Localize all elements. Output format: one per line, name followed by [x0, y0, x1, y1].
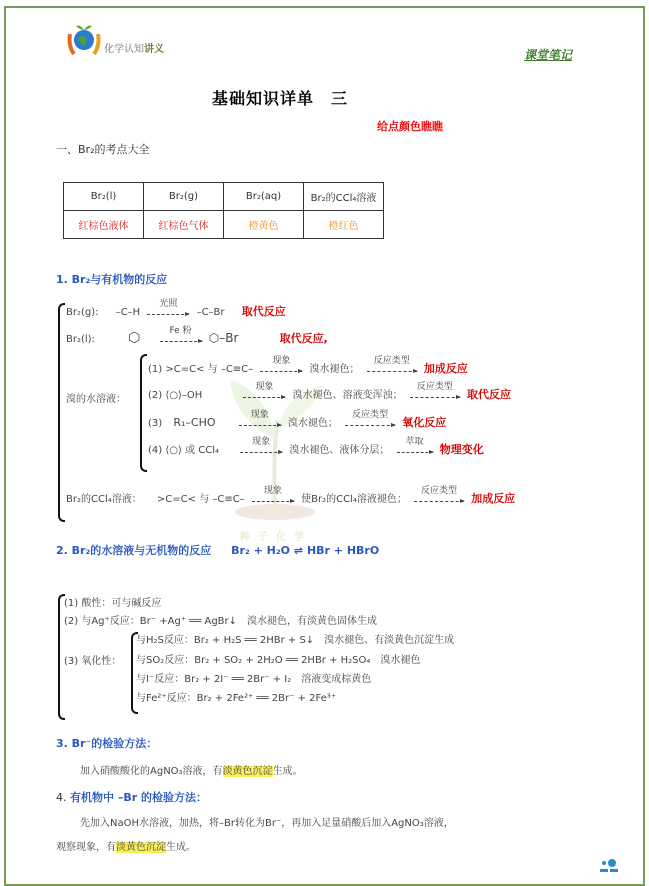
arrow: 光照 [147, 307, 189, 317]
aq-row: (2) ⟨○⟩–OH 现象 溴水褪色、溶液变浑浊； 反应类型 取代反应 [148, 382, 512, 401]
list-item: 与SO₂反应：Br₂ + SO₂ + 2H₂O ══ 2HBr + H₂SO₄ 溴水褪色 [136, 655, 421, 666]
reaction-type: 取代反应 [467, 388, 512, 401]
list-item: 与I⁻反应：Br₂ + 2I⁻ ══ 2Br⁻ + I₂ 溶液变成棕黄色 [136, 674, 372, 685]
organic-reactions-heading: 1. Br₂与有机物的反应 [56, 273, 168, 286]
table-cell: 红棕色气体 [144, 211, 224, 239]
table-header-cell: Br₂(g) [144, 183, 224, 211]
globe-logo-icon [66, 22, 102, 56]
section-1-heading: 一、Br₂的考点大全 [56, 143, 150, 156]
page-title: 基础知识详单 三 [212, 89, 349, 108]
product: –C–Br [196, 307, 225, 318]
oxidation-label: (3) 氧化性： [64, 656, 122, 667]
table-cell: 橙红色 [304, 211, 384, 239]
ccl4-row: Br₂的CCl₄溶液： >C=C< 与 –C≡C– 现象 使Br₂的CCl₄溶液褪色； 反应类型 加成反应 [66, 486, 516, 505]
reaction-type: 取代反应 [241, 305, 286, 318]
reagent-label: Br₂(g): [66, 307, 99, 318]
inner-brace [140, 354, 147, 472]
gas-reaction-row [66, 299, 286, 319]
list-item: 与H₂S反应：Br₂ + H₂S ══ 2HBr + S↓ 溴水褪色、有淡黄色沉淀生成 [136, 635, 455, 646]
highlight: 淡黄色沉淀 [116, 842, 166, 853]
table-header-row [64, 183, 384, 211]
reaction-type: 加成反应 [423, 362, 468, 375]
test-br-heading: 3. Br⁻的检验方法： [56, 737, 158, 750]
outer-brace [58, 303, 65, 522]
liquid-reaction-row [66, 326, 328, 346]
table-row [64, 211, 384, 239]
bromobenzene: ⬡–Br [208, 331, 239, 345]
inorganic-reactions-heading: 2. Br₂的水溶液与无机物的反应 Br₂ + H₂O ⇌ HBr + HBrO [56, 544, 380, 557]
list-item: (2) 与Ag⁺反应：Br⁻ +Ag⁺ ══ AgBr↓ 溴水褪色，有淡黄色固体生成 [64, 616, 378, 627]
equilibrium-arrow-icon: ⇌ [293, 544, 304, 557]
test-org-line-1: 先加入NaOH水溶液，加热，将–Br转化为Br⁻，再加入足量硝酸后加入AgNO₃溶液， [80, 818, 454, 829]
table-header-cell: Br₂(l) [64, 183, 144, 211]
arrow: Fe 粉 [160, 334, 202, 344]
watermark-text: 种子化学 [240, 532, 312, 543]
test-org-line-2: 观察现象，有淡黄色沉淀生成。 [56, 842, 196, 853]
aq-row: (1) >C=C< 与 –C≡C– 现象 溴水褪色； 反应类型 加成反应 [148, 356, 468, 375]
list-item: (1) 酸性：可与碱反应 [64, 598, 162, 609]
table-header-cell: Br₂(aq) [224, 183, 304, 211]
aq-label: 溴的水溶液： [66, 394, 126, 405]
aq-row: (4) ⟨○⟩ 或 CCl₄ 现象 溴水褪色、液体分层； 萃取 物理变化 [148, 437, 484, 456]
test-br-text: 加入硝酸酸化的AgNO₃溶液，有淡黄色沉淀生成。 [80, 766, 303, 777]
tip-label: 给点颜色瞧瞧 [377, 120, 443, 133]
test-org-heading: 4. 有机物中 –Br 的检验方法： [56, 791, 207, 804]
reaction-type: 加成反应 [471, 492, 516, 505]
reagent-label: Br₂(l): [66, 334, 95, 345]
brand-label: 化学认知讲义 [104, 44, 164, 55]
table-cell: 红棕色液体 [64, 211, 144, 239]
table-header-cell: Br₂的CCl₄溶液 [304, 183, 384, 211]
list-item: 与Fe²⁺反应：Br₂ + 2Fe²⁺ ══ 2Br⁻ + 2Fe³⁺ [136, 693, 337, 704]
table-cell: 橙黄色 [224, 211, 304, 239]
class-notes-label: 课堂笔记 [524, 48, 573, 62]
corner-decoration-icon [598, 855, 622, 872]
reaction-type: 物理变化 [439, 443, 484, 456]
benzene-icon: ⬡ [128, 330, 141, 346]
reaction-type: 取代反应, [279, 332, 328, 345]
reaction-type: 氧化反应 [402, 416, 447, 429]
reactant: –C–H [115, 307, 141, 318]
bromine-color-table [63, 182, 384, 239]
aq-row: (3) R₁–CHO 现象 溴水褪色； 反应类型 氧化反应 [148, 410, 447, 429]
highlight: 淡黄色沉淀 [222, 766, 273, 777]
